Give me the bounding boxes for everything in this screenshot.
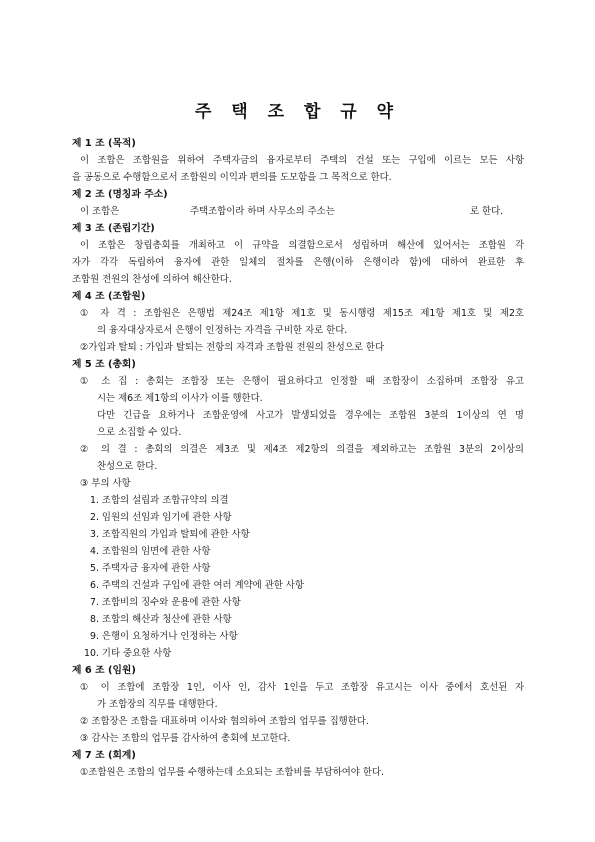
agenda-item: 7. 조합비의 징수와 운용에 관한 사항 — [90, 597, 241, 608]
article-3-heading: 제 3 조 (존립기간) — [72, 223, 155, 234]
article-2-line-1: 이 조합은 — [80, 206, 120, 217]
article-5-line-1: ① 소 집 : 총회는 조합장 또는 은행이 필요하다고 인정할 때 조합장이 소집하며 조합장 유고 — [80, 376, 524, 387]
article-7-heading: 제 7 조 (회계) — [72, 750, 136, 761]
article-2-heading: 제 2 조 (명칭과 주소) — [72, 189, 168, 200]
agenda-item: 9. 은행이 요청하거나 인정하는 사항 — [90, 631, 238, 642]
article-3-line-2: 자가 각각 독립하여 융자에 관한 일체의 절차를 은행(이하 은행이라 함)에 대하여 완료한 후 — [72, 257, 524, 268]
agenda-item: 2. 임원의 선임과 임기에 관한 사항 — [90, 512, 232, 523]
article-4-line-3: ②가입과 탈퇴 : 가입과 탈퇴는 전항의 자격과 조합원 전원의 찬성으로 한다 — [80, 342, 384, 353]
document-title: 주 택 조 합 규 약 — [194, 102, 401, 122]
article-3-line-1: 이 조합은 창립총회를 개최하고 이 규약을 의결함으로서 성립하며 해산에 있어서는 조합원 각 — [80, 240, 524, 251]
article-4-line-2: 의 융자대상자로서 은행이 인정하는 자격을 구비한 자로 한다. — [97, 325, 348, 336]
article-5-line-7: ③ 부의 사항 — [80, 478, 131, 489]
article-6-line-3: ② 조합장은 조합을 대표하며 이사와 협의하여 조합의 업무를 집행한다. — [80, 716, 369, 727]
agenda-item: 8. 조합의 해산과 청산에 관한 사항 — [90, 614, 232, 625]
article-5-heading: 제 5 조 (총회) — [72, 359, 136, 370]
article-6-line-2: 가 조합장의 직무를 대행한다. — [97, 699, 218, 710]
article-5-line-4: 으로 소집할 수 있다. — [97, 427, 182, 438]
article-4-heading: 제 4 조 (조합원) — [72, 291, 146, 302]
article-1-heading: 제 1 조 (목적) — [72, 138, 136, 149]
agenda-item: 3. 조합직원의 가입과 탈퇴에 관한 사항 — [90, 529, 250, 540]
article-5-line-3: 다만 긴급을 요하거나 조합운영에 사고가 발생되었을 경우에는 조합원 3분의 1이상의 연 명 — [97, 410, 524, 421]
article-2-line-2: 주택조합이라 하며 사무소의 주소는 — [190, 206, 335, 217]
article-6-line-1: ① 이 조합에 조합장 1인, 이사 인, 감사 1인을 두고 조합장 유고시는 이사 중에서 호선된 자 — [80, 682, 524, 693]
article-5-line-6: 찬성으로 한다. — [97, 461, 158, 472]
agenda-item: 10. 기타 중요한 사항 — [84, 648, 172, 659]
article-6-line-4: ③ 감사는 조합의 업무를 감사하여 총회에 보고한다. — [80, 733, 291, 744]
article-6-heading: 제 6 조 (임원) — [72, 665, 136, 676]
article-5-line-2: 시는 제6조 제1항의 이사가 이를 행한다. — [97, 393, 263, 404]
agenda-item: 6. 주택의 건설과 구입에 관한 여러 계약에 관한 사항 — [90, 580, 304, 591]
article-4-line-1: ① 자 격 : 조합원은 은행법 제24조 제1항 제1호 및 동시행령 제15조 제1항 제1호 및 제2호 — [80, 308, 524, 319]
article-2-line-3: 로 한다. — [470, 206, 504, 217]
agenda-item: 5. 주택자금 융자에 관한 사항 — [90, 563, 211, 574]
agenda-item: 4. 조합원의 임면에 관한 사항 — [90, 546, 211, 557]
article-1-line-1: 이 조합은 조합원을 위하여 주택자금의 융자로부터 주택의 건설 또는 구입에 이르는 모든 사항 — [80, 155, 524, 166]
article-5-line-5: ② 의 결 : 총회의 의결은 제3조 및 제4조 제2항의 의결을 제외하고는 조합원 3분의 2이상의 — [80, 444, 524, 455]
article-3-line-3: 조합원 전원의 찬성에 의하여 해산한다. — [72, 274, 232, 285]
agenda-item: 1. 조합의 설립과 조합규약의 의결 — [90, 495, 229, 506]
article-1-line-2: 을 공동으로 수행함으로서 조합원의 이익과 편의를 도모함을 그 목적으로 한다. — [72, 172, 392, 183]
article-7-line-1: ①조합원은 조합의 업무를 수행하는데 소요되는 조합비를 부담하여야 한다. — [80, 767, 384, 778]
